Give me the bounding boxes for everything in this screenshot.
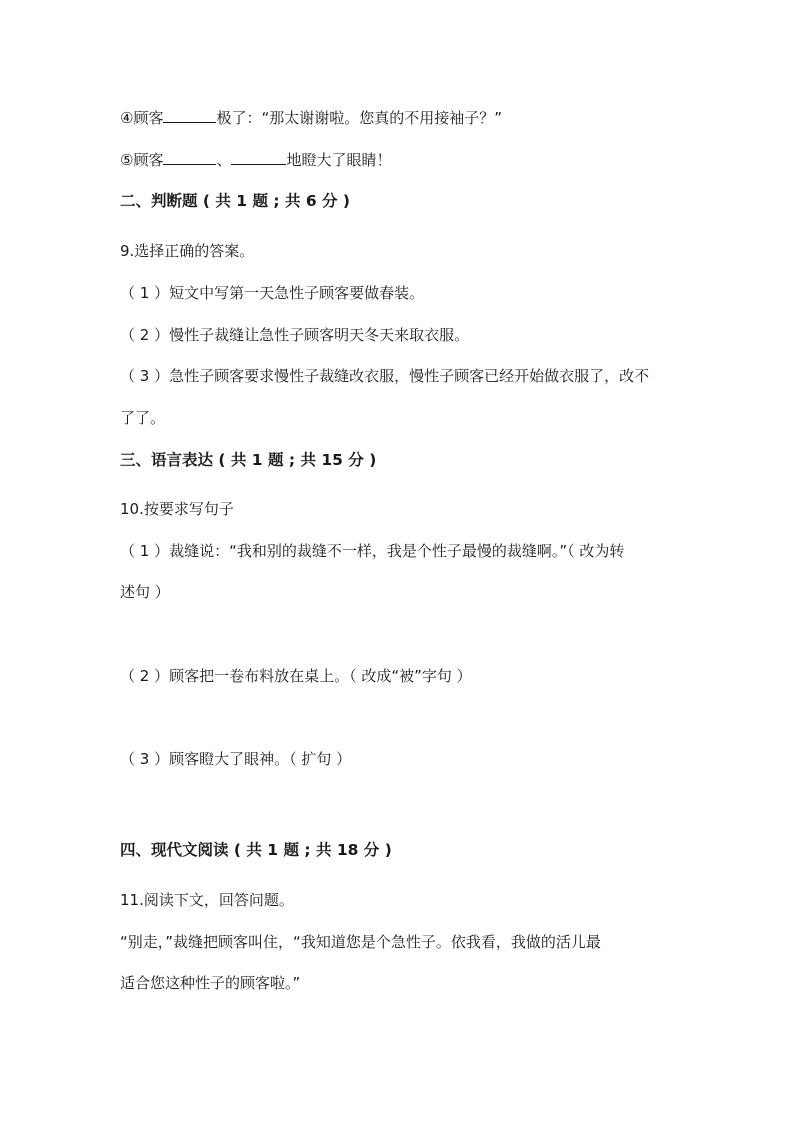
- question-10-item-1-cont: 述句 ）: [120, 583, 170, 601]
- fill-item-5: [120, 150, 680, 170]
- answer-blank[interactable]: [163, 108, 216, 123]
- question-10: 10.按要求写句子: [120, 500, 234, 518]
- section-heading-expression: 三、语言表达 ( 共 1 题 ; 共 15 分 ): [120, 451, 377, 469]
- question-10-item-2: （ 2 ）顾客把一卷布料放在桌上。（ 改成“被”字句 ）: [120, 667, 472, 685]
- answer-blank[interactable]: [163, 150, 216, 165]
- question-9-item-3-cont: 了了。: [120, 409, 166, 427]
- question-9-item-1: （ 1 ）短文中写第一天急性子顾客要做春装。: [120, 284, 425, 302]
- fill-item-5-separator: 、: [216, 151, 232, 169]
- question-11: 11.阅读下文，回答问题。: [120, 891, 294, 909]
- question-9-item-3: （ 3 ）急性子顾客要求慢性子裁缝改衣服，慢性子顾客已经开始做衣服了，改不: [120, 367, 650, 385]
- question-9: 9.选择正确的答案。: [120, 242, 255, 260]
- question-9-item-2: （ 2 ）慢性子裁缝让急性子顾客明天冬天来取衣服。: [120, 326, 470, 344]
- fill-item-5-prefix: ⑤顾客: [120, 151, 164, 169]
- fill-item-4: [120, 108, 680, 128]
- question-10-item-1: （ 1 ）裁缝说：“我和别的裁缝不一样，我是个性子最慢的裁缝啊。”（ 改为转: [120, 542, 625, 560]
- question-10-item-3: （ 3 ）顾客瞪大了眼神。（ 扩句 ）: [120, 750, 352, 768]
- answer-blank[interactable]: [231, 150, 286, 165]
- reading-passage-line-1: “别走，”裁缝把顾客叫住，“我知道您是个急性子。依我看，我做的活儿最: [120, 933, 601, 951]
- fill-item-4-prefix: ④顾客: [120, 109, 164, 127]
- section-heading-judgement: 二、判断题 ( 共 1 题 ; 共 6 分 ): [120, 192, 351, 210]
- fill-item-5-suffix: 地瞪大了眼睛！: [286, 151, 392, 169]
- section-heading-reading: 四、现代文阅读 ( 共 1 题 ; 共 18 分 ): [120, 841, 392, 859]
- fill-item-4-suffix: 极了：“那太谢谢啦。您真的不用接袖子？”: [216, 109, 502, 127]
- reading-passage-line-2: 适合您这种性子的顾客啦。”: [120, 974, 301, 992]
